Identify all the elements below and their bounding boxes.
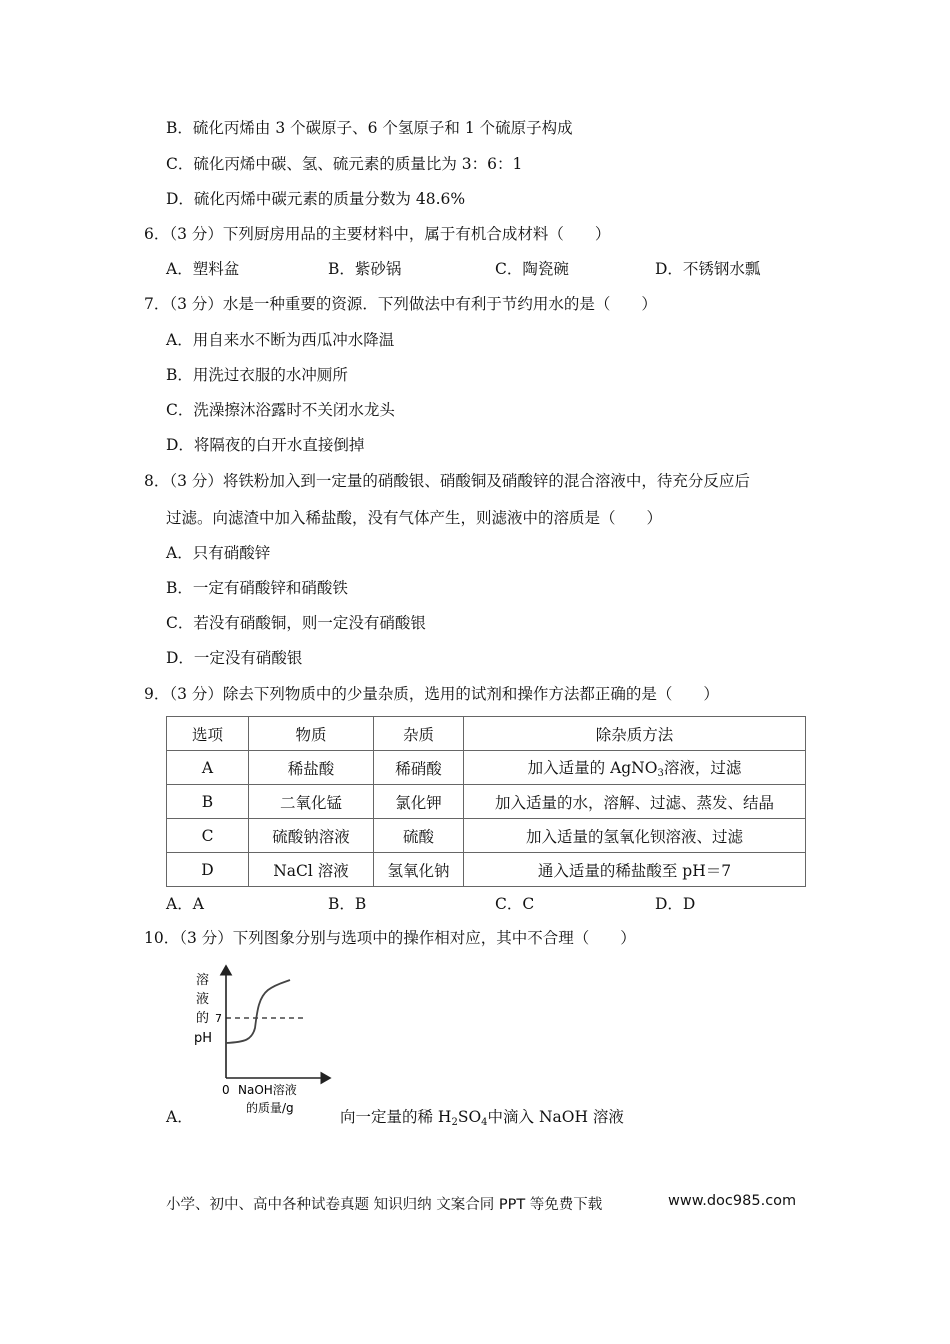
table-cell: 硫酸 <box>374 819 464 853</box>
q7-option-c: C．洗澡擦沐浴露时不关闭水龙头 <box>166 401 395 419</box>
q8-option-d: D．一定没有硝酸银 <box>166 649 303 667</box>
q9-table <box>166 716 806 887</box>
y-label-line: 溶 <box>196 973 210 988</box>
table-cell: 硫酸钠溶液 <box>249 819 374 853</box>
q10-option-a-text <box>340 1107 624 1133</box>
table-row <box>167 785 806 819</box>
q6-option-a: A．塑料盆 <box>166 260 240 278</box>
origin-label: 0 <box>222 1083 230 1097</box>
q9-stem: 9．（3 分）除去下列物质中的少量杂质，选用的试剂和操作方法都正确的是（ ） <box>144 685 719 703</box>
table-header-cell: 杂质 <box>374 717 464 751</box>
x-label-line2: 的质量/g <box>246 1101 294 1115</box>
option-text: 向一定量的稀 H <box>340 1108 452 1126</box>
subscript: 4 <box>481 1117 488 1128</box>
q9-option-c: C．C <box>495 895 535 913</box>
q6-options <box>0 259 950 279</box>
y-tick-7: 7 <box>215 1012 222 1025</box>
y-label-line: 的 <box>196 1011 210 1026</box>
q8-stem-line1: 8．（3 分）将铁粉加入到一定量的硝酸银、硝酸铜及硝酸锌的混合溶液中，待充分反应后 <box>144 472 750 490</box>
page-footer <box>166 1193 797 1214</box>
q10-ph-graph <box>190 958 340 1123</box>
table-row <box>167 751 806 785</box>
footer-site-link[interactable]: www.doc985.com <box>668 1193 797 1209</box>
q7-option-d: D．将隔夜的白开水直接倒掉 <box>166 436 365 454</box>
y-label-line: 液 <box>196 992 210 1007</box>
q8-option-a: A．只有硝酸锌 <box>166 544 271 562</box>
option-text: SO <box>457 1108 482 1126</box>
option-text: 中滴入 NaOH 溶液 <box>487 1108 624 1126</box>
table-header-cell: 除杂质方法 <box>464 717 806 751</box>
q8-option-b: B．一定有硝酸锌和硝酸铁 <box>166 579 348 597</box>
q9-option-d: D．D <box>655 895 696 913</box>
q10-stem: 10．（3 分）下列图象分别与选项中的操作相对应，其中不合理（ ） <box>144 929 636 947</box>
q7-stem: 7．（3 分）水是一种重要的资源．下列做法中有利于节约用水的是（ ） <box>144 295 657 313</box>
q8-stem-line2: 过滤。向滤渣中加入稀盐酸，没有气体产生，则滤液中的溶质是（ ） <box>166 509 663 527</box>
table-header-cell: 选项 <box>167 717 249 751</box>
table-cell: NaCl 溶液 <box>249 853 374 887</box>
q5-option-c: C．硫化丙烯中碳、氢、硫元素的质量比为 3：6：1 <box>166 155 523 173</box>
footer-text: 小学、初中、高中各种试卷真题 知识归纳 文案合同 PPT 等免费下载 <box>166 1197 603 1213</box>
method-text: 加入适量的 AgNO <box>527 759 658 777</box>
table-cell: 氯化钾 <box>374 785 464 819</box>
table-header-row <box>167 717 806 751</box>
q6-stem: 6．（3 分）下列厨房用品的主要材料中，属于有机合成材料（ ） <box>144 225 611 243</box>
table-cell <box>464 751 806 785</box>
method-text: 溶液，过滤 <box>663 759 742 777</box>
q9-options <box>0 894 950 914</box>
table-row <box>167 819 806 853</box>
subscript: 3 <box>657 768 664 779</box>
q6-option-d: D．不锈钢水瓢 <box>655 260 761 278</box>
table-cell: 氢氧化钠 <box>374 853 464 887</box>
table-cell: 加入适量的氢氧化钡溶液、过滤 <box>464 819 806 853</box>
table-cell: 加入适量的水，溶解、过滤、蒸发、结晶 <box>464 785 806 819</box>
q9-option-b: B．B <box>328 895 367 913</box>
ph-curve <box>226 980 290 1043</box>
q6-option-b: B．紫砂锅 <box>328 260 402 278</box>
q9-option-a: A．A <box>166 895 204 913</box>
table-cell: B <box>167 785 249 819</box>
table-cell: C <box>167 819 249 853</box>
q7-option-a: A．用自来水不断为西瓜冲水降温 <box>166 331 395 349</box>
x-label-line1: NaOH溶液 <box>238 1083 297 1097</box>
subscript: 2 <box>451 1117 458 1128</box>
q5-option-d: D．硫化丙烯中碳元素的质量分数为 48.6% <box>166 190 466 208</box>
q6-option-c: C．陶瓷碗 <box>495 260 569 278</box>
y-label-line: pH <box>194 1031 213 1046</box>
q5-option-b: B．硫化丙烯由 3 个碳原子、6 个氢原子和 1 个硫原子构成 <box>166 119 573 137</box>
table-cell: A <box>167 751 249 785</box>
q7-option-b: B．用洗过衣服的水冲厕所 <box>166 366 348 384</box>
q8-option-c: C．若没有硝酸铜，则一定没有硝酸银 <box>166 614 426 632</box>
table-cell: 稀硝酸 <box>374 751 464 785</box>
table-cell: D <box>167 853 249 887</box>
table-cell: 稀盐酸 <box>249 751 374 785</box>
table-row <box>167 853 806 887</box>
table-cell: 通入适量的稀盐酸至 pH＝7 <box>464 853 806 887</box>
q10-option-a-label: A． <box>166 1108 193 1126</box>
table-header-cell: 物质 <box>249 717 374 751</box>
table-cell: 二氧化锰 <box>249 785 374 819</box>
